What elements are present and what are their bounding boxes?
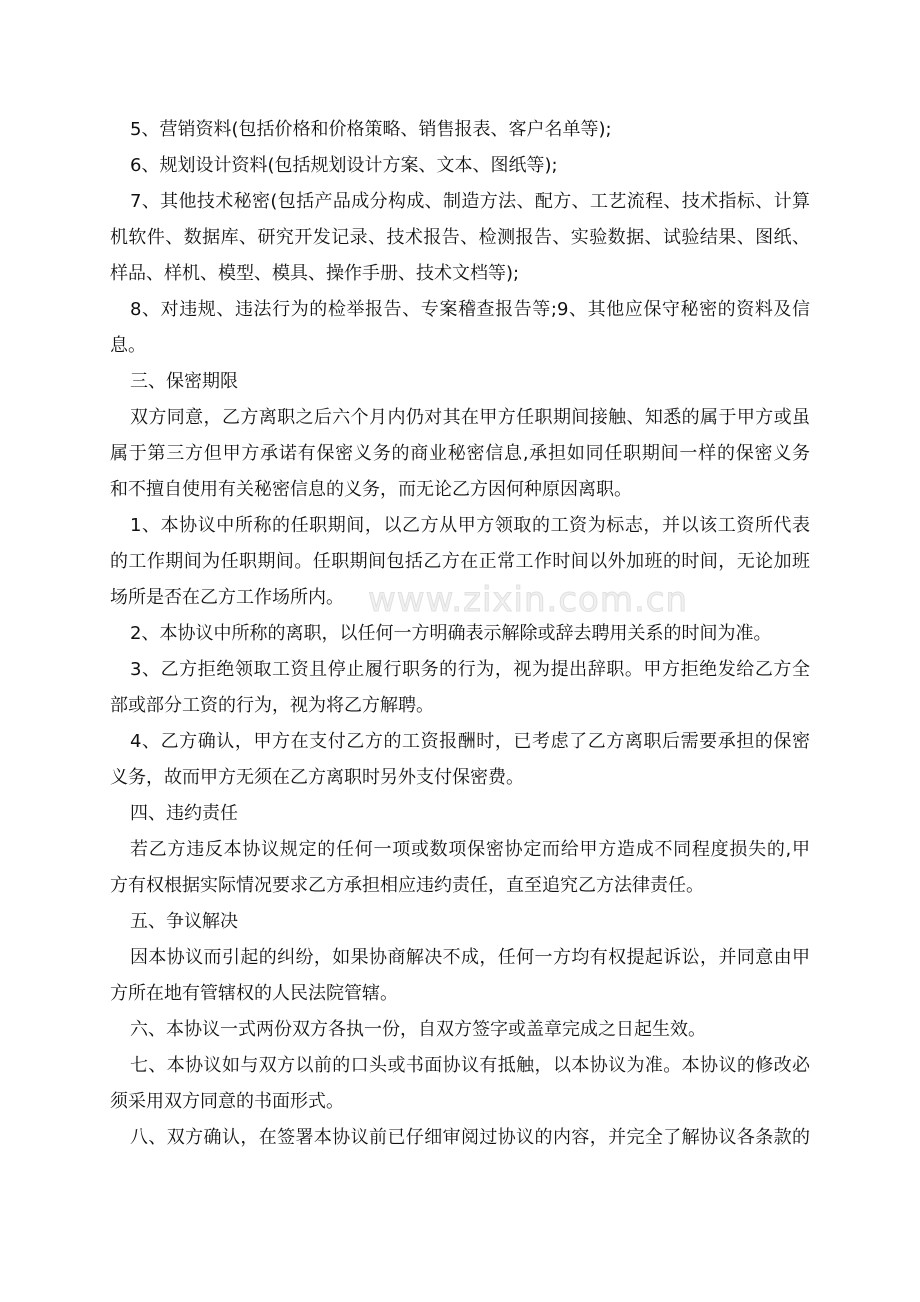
text-line: 八、双方确认，在签署本协议前已仔细审阅过协议的内容，并完全了解协议各条款的 [130, 1127, 810, 1148]
text-line: 8、对违规、违法行为的检举报告、专案稽查报告等;9、其他应保守秘密的资料及信 [130, 299, 810, 320]
paragraph [110, 832, 810, 904]
section-heading: 三、保密期限 [130, 371, 238, 392]
paragraph [110, 940, 810, 1012]
text-line: 须采用双方同意的书面形式。 [110, 1091, 344, 1112]
text-line: 若乙方违反本协议规定的任何一项或数项保密协定而给甲方造成不同程度损失的,甲 [130, 839, 810, 860]
watermark: www.zixin.com.cn [368, 580, 688, 620]
section-6 [110, 1012, 810, 1048]
text-line: 4、乙方确认，甲方在支付乙方的工资报酬时，已考虑了乙方离职后需要承担的保密 [130, 731, 810, 752]
list-item-4 [110, 724, 810, 796]
text-line: 5、营销资料(包括价格和价格策略、销售报表、客户名单等); [130, 119, 612, 140]
text-line: 6、规划设计资料(包括规划设计方案、文本、图纸等); [130, 155, 558, 176]
text-line: 属于第三方但甲方承诺有保密义务的商业秘密信息,承担如同任职期间一样的保密义务 [110, 443, 810, 464]
list-item-1 [110, 508, 810, 616]
text-line: 双方同意，乙方离职之后六个月内仍对其在甲方任职期间接触、知悉的属于甲方或虽 [130, 407, 810, 428]
text-line: 部或部分工资的行为，视为将乙方解聘。 [110, 695, 434, 716]
section-8 [110, 1120, 810, 1156]
section-heading: 四、违约责任 [130, 803, 238, 824]
section-heading: 五、争议解决 [130, 911, 238, 932]
section-heading-liability [110, 796, 810, 832]
document-body [110, 112, 810, 1156]
text-line: 因本协议而引起的纠纷，如果协商解决不成，任何一方均有权提起诉讼，并同意由甲 [130, 947, 810, 968]
list-item-2 [110, 616, 810, 652]
text-line: 六、本协议一式两份双方各执一份，自双方签字或盖章完成之日起生效。 [130, 1019, 706, 1040]
text-line: 3、乙方拒绝领取工资且停止履行职务的行为，视为提出辞职。甲方拒绝发给乙方全 [130, 659, 810, 680]
paragraph [110, 400, 810, 508]
list-item-6 [110, 148, 810, 184]
text-line: 七、本协议如与双方以前的口头或书面协议有抵触，以本协议为准。本协议的修改必 [130, 1055, 810, 1076]
text-line: 场所是否在乙方工作场所内。 [110, 587, 344, 608]
text-line: 义务，故而甲方无须在乙方离职时另外支付保密费。 [110, 767, 524, 788]
text-line: 方有权根据实际情况要求乙方承担相应违约责任，直至追究乙方法律责任。 [110, 875, 704, 896]
text-line: 7、其他技术秘密(包括产品成分构成、制造方法、配方、工艺流程、技术指标、计算 [130, 191, 810, 212]
text-line: 和不擅自使用有关秘密信息的义务，而无论乙方因何种原因离职。 [110, 479, 632, 500]
text-line: 样品、样机、模型、模具、操作手册、技术文档等); [110, 263, 520, 284]
text-line: 息。 [110, 335, 146, 356]
list-item-3 [110, 652, 810, 724]
list-item-7 [110, 184, 810, 292]
section-heading-confidentiality-period [110, 364, 810, 400]
section-heading-dispute-resolution [110, 904, 810, 940]
text-line: 方所在地有管辖权的人民法院管辖。 [110, 983, 398, 1004]
text-line: 机软件、数据库、研究开发记录、技术报告、检测报告、实验数据、试验结果、图纸、 [110, 227, 810, 248]
text-line: 2、本协议中所称的离职，以任何一方明确表示解除或辞去聘用关系的时间为准。 [130, 623, 772, 644]
section-7 [110, 1048, 810, 1120]
list-item-5 [110, 112, 810, 148]
list-item-8 [110, 292, 810, 364]
text-line: 的工作期间为任职期间。任职期间包括乙方在正常工作时间以外加班的时间，无论加班 [110, 551, 810, 572]
text-line: 1、本协议中所称的任职期间，以乙方从甲方领取的工资为标志，并以该工资所代表 [130, 515, 810, 536]
